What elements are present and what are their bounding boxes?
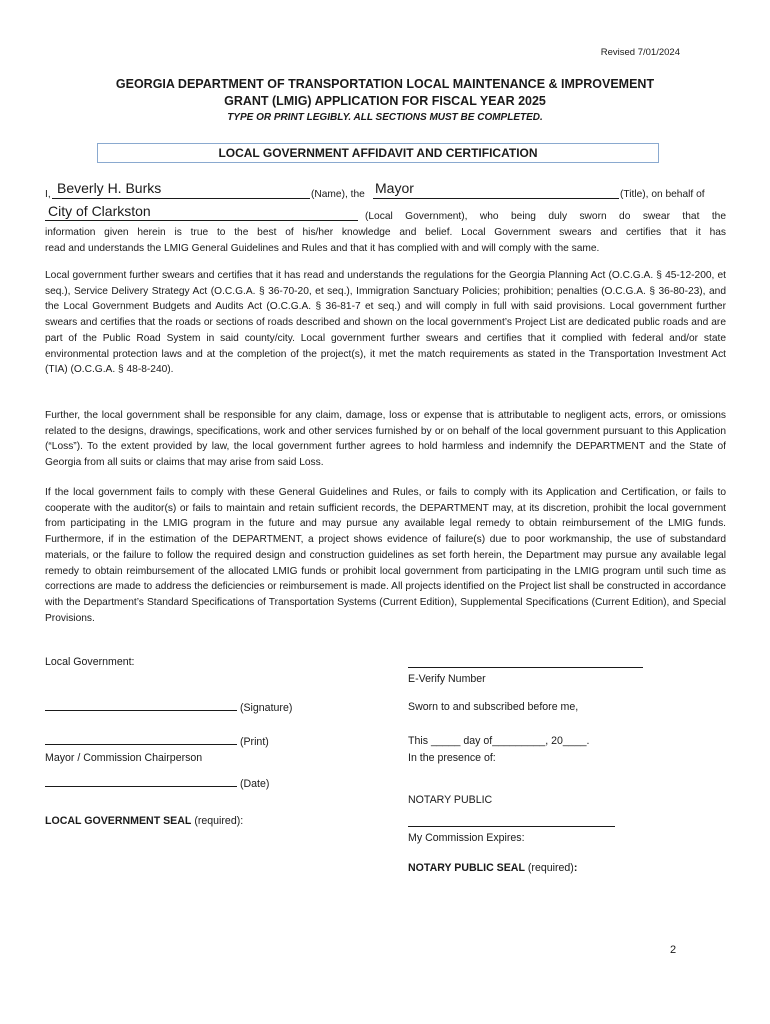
local-seal-rest: (required): — [194, 815, 244, 827]
print-row — [45, 735, 269, 748]
print-label: (Print) — [239, 736, 269, 748]
this-day-text: This _____ day of_________, 20____. — [408, 735, 590, 747]
signature-row — [45, 701, 292, 714]
government-label: (Local Government), who being duly sworn do swear that the — [365, 211, 726, 222]
title-line-2: GRANT (LMIG) APPLICATION FOR FISCAL YEAR 2025 — [224, 94, 546, 108]
commission-expires-label: My Commission Expires: — [408, 832, 525, 844]
presence-text: In the presence of: — [408, 752, 496, 764]
prefix-i: I, — [45, 189, 51, 200]
local-government-seal — [45, 815, 243, 827]
mayor-label: Mayor / Commission Chairperson — [45, 752, 203, 764]
title-field[interactable]: Mayor — [375, 180, 414, 196]
date-row — [45, 777, 269, 790]
government-field[interactable]: City of Clarkston — [48, 203, 151, 219]
form-title — [60, 76, 710, 110]
notary-public-label: NOTARY PUBLIC — [408, 794, 493, 806]
title-line-1: GEORGIA DEPARTMENT OF TRANSPORTATION LOCAL MAINTENANCE & IMPROVEMENT — [115, 77, 655, 91]
local-seal-bold: LOCAL GOVERNMENT SEAL — [45, 815, 192, 827]
section-title: LOCAL GOVERNMENT AFFIDAVIT AND CERTIFICATION — [97, 143, 659, 163]
certification-line-4: read and understands the LMIG General Guidelines and Rules and that it has complied with and will comply with the same. — [45, 243, 600, 254]
name-field[interactable]: Beverly H. Burks — [57, 180, 162, 196]
signature-label: (Signature) — [239, 702, 293, 714]
sworn-text: Sworn to and subscribed before me, — [408, 701, 579, 713]
form-instruction: TYPE OR PRINT LEGIBLY. ALL SECTIONS MUST BE COMPLETED. — [227, 112, 543, 123]
everify-line[interactable] — [408, 659, 643, 668]
paragraph-noncompliance: If the local government fails to comply with these General Guidelines and Rules, or fails to comply with its Application and Certification, or fails to cooperate with the auditor(s) or fails to maintain and retain sufficient records, the DEPARTMENT may, at its discretion, prohibit the local government from participating in the LMIG program in the future and may pursue any available legal remedy to obtain reimbursement of the LMIG funds. Furthermore, if in the estimation of the DEPARTMENT, a project shows evidence of failure(s) due to poor workmanship, the use of substandard materials, or the failure to follow the required design and construction guidelines as set forth herein, the Department may pursue any available legal remedy to obtain reimbursement of the allocated LMIG funds or prohibit local government from participating in the LMIG program until such time as corrections are made to address the deficiencies or reimbursement is made. All projects identified on the Project list shall be constructed in accordance with the Department’s Standard Specifications of Transportation Systems (Current Edition), Supplemental Specifications (Current Edition), and Special Provisions. — [45, 487, 726, 624]
paragraph-liability: Further, the local government shall be responsible for any claim, damage, loss or expense that is attributable to negligent acts, errors, or omissions related to the designs, drawings, specifications, work and other services furnished by or on behalf of the local government pursuant to this Application (“Loss”). To the extent provided by law, the local government further agrees to hold harmless and indemnify the DEPARTMENT and the State of Georgia from all suits or claims that may arise from said Loss. — [45, 410, 726, 469]
date-line[interactable] — [45, 777, 237, 787]
certification-line-3: information given herein is true to the best of his/her knowledge and belief. Local Government swears and certifies that it has — [45, 227, 726, 238]
title-label: (Title), on behalf of — [620, 189, 705, 200]
signature-line[interactable] — [45, 701, 237, 711]
notary-seal-bold: NOTARY PUBLIC SEAL — [408, 862, 525, 874]
notary-signature-line[interactable] — [408, 818, 615, 827]
notary-seal-colon: : — [573, 862, 578, 874]
revision-date: Revised 7/01/2024 — [600, 47, 680, 58]
government-line — [45, 204, 726, 224]
local-government-label: Local Government: — [45, 656, 135, 668]
print-line[interactable] — [45, 735, 237, 745]
name-label: (Name), the — [311, 189, 365, 200]
date-label: (Date) — [239, 778, 270, 790]
everify-label: E-Verify Number — [408, 673, 486, 685]
notary-seal-rest: (required) — [527, 862, 574, 874]
page-number: 2 — [670, 944, 677, 956]
notary-seal — [408, 862, 577, 874]
paragraph-regulations: Local government further swears and certifies that it has read and understands the regulations for the Georgia Planning Act (O.C.G.A. § 45-12-200, et seq.), Service Delivery Strategy Act (O.C.G.A. § 36-70-20, et seq.), Immigration Sanctuary Policies; prohibition; penalties (O.C.G.A. § 36-80-23), and the Local Government Budgets and Audits Act (O.C.G.A. § 36-81-7 et seq.) and will comply in full with said provisions. Local government further swears and certifies that the roads or sections of roads described and shown on the local government’s Project List are dedicated public roads and are part of the Public Road System in said county/city. Local government further swears and certifies that it complied with federal and/or state environmental protection laws and at the completion of the project(s), it met the match requirements as stated in the Transportation Investment Act (TIA) (O.C.G.A. § 48-8-240). — [45, 270, 726, 376]
affiant-line — [45, 180, 726, 203]
